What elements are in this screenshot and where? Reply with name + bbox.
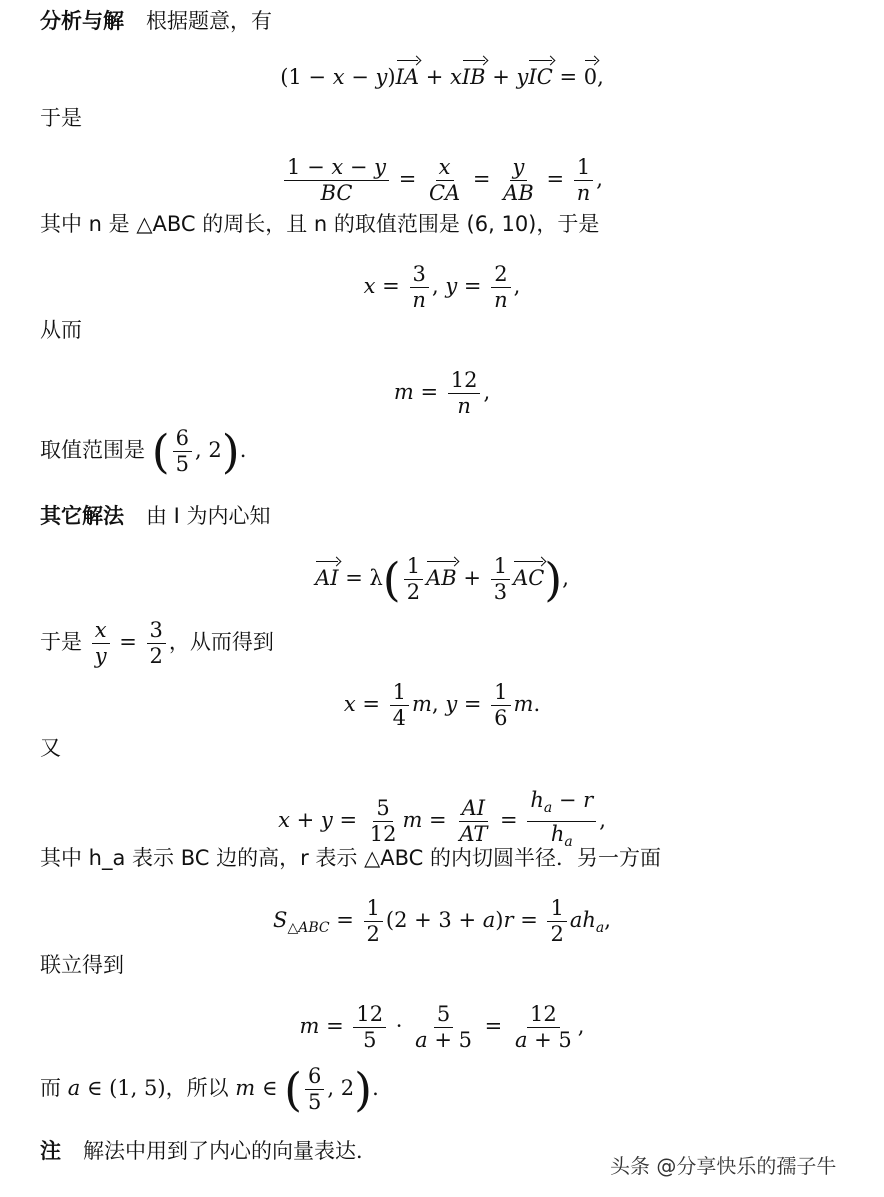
intro-text: 根据题意，有 <box>146 9 272 33</box>
range-text: 取值范围是 <box>40 438 145 462</box>
other-heading: 其它解法 <box>40 504 124 528</box>
ratio-prefix: 于是 <box>40 630 82 654</box>
yushi-line: 于是 <box>40 106 82 130</box>
equation-4: m = $\frac{12}{n}$ , <box>393 368 491 418</box>
final-line: 而 a ∈ (1, 5)，所以 m ∈ ( $\frac{6}{5}$ , 2). <box>40 1062 379 1117</box>
intro-heading: 分析与解 <box>40 9 124 33</box>
other-text: 由 I 为内心知 <box>146 504 271 528</box>
watermark: 头条 @分享快乐的孺子牛 <box>610 1154 837 1178</box>
lianli-line: 联立得到 <box>40 953 124 977</box>
note-heading: 注 <box>40 1139 61 1163</box>
line-n: 其中 n 是 △ABC 的周长，且 n 的取值范围是 (6, 10)，于是 <box>40 212 600 236</box>
equation-8: $S_{\triangle ABC}$ = $\frac{1}{2}$ (2 + 3 + a)r = $\frac{1}{2}$ $ah_a$, <box>273 896 611 946</box>
other-method-line <box>40 501 271 531</box>
equation-7: x + y = $\frac{5}{12}$ m = $\frac{AI}{AT}$ = $\frac{h_a - r}{h_a}$ , <box>278 788 606 851</box>
equation-2: $\frac{1 - x - y}{BC}$ = $\frac{x}{CA}$ = $\frac{y}{AB}$ = $\frac{1}{n}$ , <box>0 155 884 206</box>
note-text: 解法中用到了内心的向量表达． <box>83 1139 377 1163</box>
ratio-line: 于是 $\frac{x}{y}$ = $\frac{3}{2}$ ，从而得到 <box>40 618 274 668</box>
intro-line <box>40 6 272 36</box>
ratio-suffix: ，从而得到 <box>168 630 274 654</box>
equation-6: x = $\frac{1}{4}$ m, y = $\frac{1}{6}$ m. <box>343 680 541 730</box>
line-ha: 其中 h_a 表示 BC 边的高，r 表示 △ABC 的内切圆半径．另一方面 <box>40 846 661 870</box>
you-line: 又 <box>40 736 61 760</box>
note-line <box>40 1136 377 1166</box>
equation-9: m = $\frac{12}{5}$ · $\frac{5}{a + 5}$ = $\frac{12}{a + 5}$ , <box>299 1002 585 1052</box>
congeer-line: 从而 <box>40 318 82 342</box>
equation-1: (1 − x − y)IA + xIB + yIC = 0, <box>0 56 884 92</box>
equation-5: AI = λ( $\frac{1}{2}$ AB + $\frac{1}{3}$ AC), <box>315 552 569 607</box>
range-line: 取值范围是 ( $\frac{6}{5}$ , 2). <box>40 424 247 479</box>
equation-3: x = $\frac{3}{n}$ , y = $\frac{2}{n}$ , <box>363 262 521 312</box>
